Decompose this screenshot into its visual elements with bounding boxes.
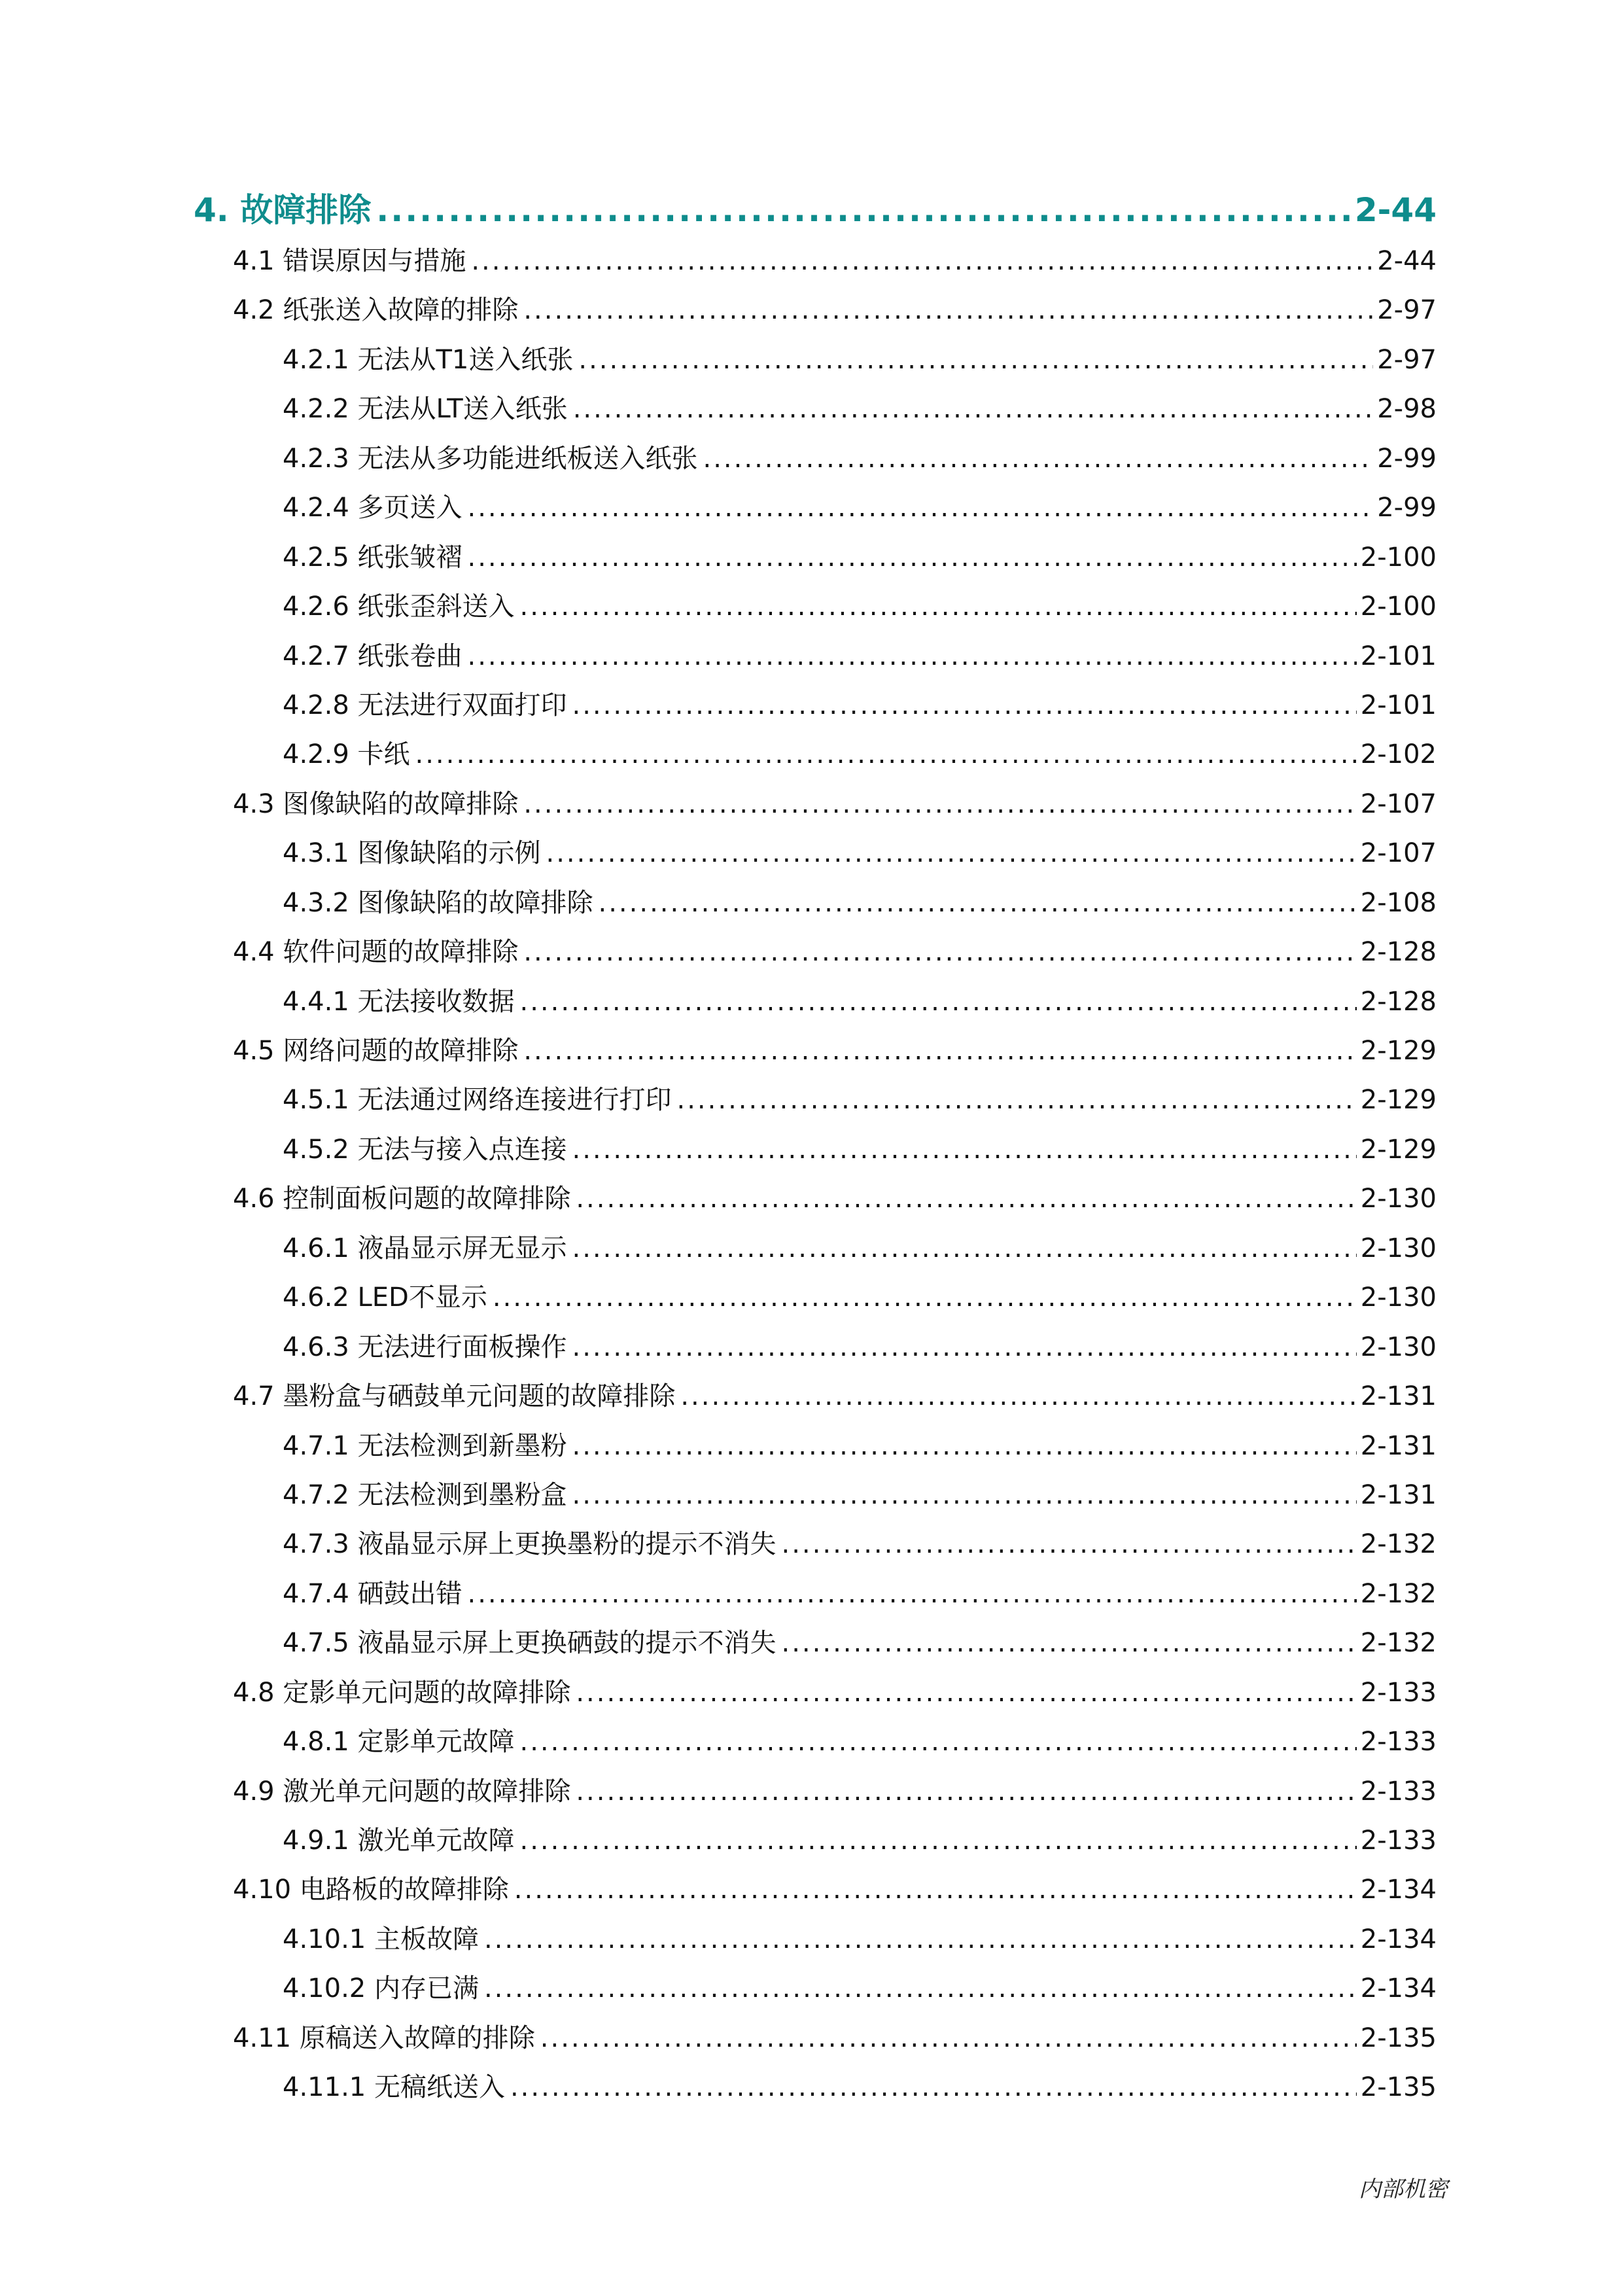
toc-entry[interactable] [194, 879, 1437, 928]
toc-entry[interactable] [194, 1718, 1437, 1767]
toc-entry-title: 4.11.1 无稿纸送入 [283, 2072, 505, 2103]
toc-entry-title: 4.2.4 多页送入 [283, 493, 462, 523]
toc-entry-title: 4.5.1 无法通过网络连接进行打印 [283, 1085, 672, 1116]
toc-leader-dots [572, 1125, 1357, 1174]
toc-leader-dots [540, 2014, 1357, 2063]
toc-entry[interactable] [194, 1520, 1437, 1569]
toc-leader-dots [782, 1520, 1357, 1569]
toc-entry-page: 2-134 [1360, 1973, 1437, 2004]
toc-entry[interactable] [194, 829, 1437, 878]
toc-entry-title: 4.2.5 纸张皱褶 [283, 542, 462, 573]
toc-entry[interactable] [194, 336, 1437, 385]
toc-leader-dots [468, 1570, 1357, 1619]
toc-entry[interactable] [194, 582, 1437, 631]
toc-leader-dots [578, 336, 1373, 385]
toc-leader-dots [576, 1174, 1356, 1224]
toc-entry-page: 2-99 [1377, 443, 1437, 474]
toc-entry-page: 2-133 [1360, 1826, 1437, 1856]
toc-leader-dots [523, 780, 1356, 829]
toc-entry-page: 2-100 [1360, 592, 1437, 622]
toc-leader-dots [599, 879, 1357, 928]
toc-leader-dots [484, 1915, 1357, 1964]
toc-entry-title: 4.2.8 无法进行双面打印 [283, 690, 567, 720]
toc-entry-title: 4.3.1 图像缺陷的示例 [283, 838, 541, 869]
toc-entry[interactable] [194, 1125, 1437, 1174]
toc-chapter-page: 2-44 [1354, 191, 1437, 229]
toc-leader-dots [576, 1767, 1356, 1816]
toc-entry-page: 2-97 [1377, 344, 1437, 375]
toc-leader-dots [520, 1718, 1357, 1767]
toc-entry[interactable] [194, 1865, 1437, 1915]
toc-entry[interactable] [194, 1076, 1437, 1125]
toc-leader-dots [468, 533, 1357, 582]
toc-entry-title: 4.7 墨粉盒与硒鼓单元问题的故障排除 [233, 1381, 676, 1412]
toc-entry[interactable] [194, 484, 1437, 533]
toc-entry-page: 2-100 [1360, 542, 1437, 573]
toc-entry-page: 2-129 [1360, 1036, 1437, 1066]
toc-entry-title: 4.2.7 纸张卷曲 [283, 641, 462, 671]
toc-leader-dots [468, 484, 1374, 533]
toc-entry-title: 4.3.2 图像缺陷的故障排除 [283, 887, 593, 918]
toc-leader-dots [484, 1964, 1357, 2013]
toc-entry-page: 2-132 [1360, 1529, 1437, 1560]
toc-entry[interactable] [194, 1422, 1437, 1471]
toc-entry-page: 2-131 [1360, 1430, 1437, 1461]
toc-entry-title: 4.8 定影单元问题的故障排除 [233, 1677, 571, 1708]
toc-leader-dots [523, 928, 1356, 977]
table-of-contents [194, 183, 1437, 2113]
toc-entry-page: 2-101 [1360, 641, 1437, 671]
toc-entry[interactable] [194, 1471, 1437, 1520]
toc-leader-dots [520, 1816, 1357, 1865]
toc-entry-page: 2-128 [1360, 937, 1437, 968]
toc-entry[interactable] [194, 1915, 1437, 1964]
toc-entry-title: 4.11 原稿送入故障的排除 [233, 2022, 535, 2053]
toc-entry-page: 2-131 [1360, 1381, 1437, 1412]
toc-leader-dots [573, 385, 1374, 434]
toc-entry-page: 2-102 [1360, 739, 1437, 770]
toc-entry-title: 4.7.2 无法检测到墨粉盒 [283, 1479, 567, 1510]
toc-entry-title: 4.2.6 纸张歪斜送入 [283, 592, 515, 622]
toc-entry-title: 4.7.5 液晶显示屏上更换硒鼓的提示不消失 [283, 1628, 777, 1659]
toc-entry-page: 2-130 [1360, 1282, 1437, 1313]
toc-chapter-title: 4. 故障排除 [194, 191, 372, 229]
toc-leader-dots [677, 1076, 1357, 1125]
toc-entry-title: 4.5 网络问题的故障排除 [233, 1036, 519, 1066]
toc-leader-dots [572, 1323, 1357, 1372]
toc-entry[interactable] [194, 730, 1437, 779]
toc-entry-page: 2-134 [1360, 1875, 1437, 1905]
toc-leader-dots [510, 2063, 1357, 2112]
toc-entry[interactable] [194, 286, 1437, 335]
toc-entry-page: 2-132 [1360, 1628, 1437, 1659]
toc-entry[interactable] [194, 1273, 1437, 1322]
toc-entry[interactable] [194, 1027, 1437, 1076]
toc-entry[interactable] [194, 2014, 1437, 2063]
confidential-footer: 内部机密 [1359, 2176, 1448, 2202]
toc-entry-page: 2-134 [1360, 1924, 1437, 1954]
toc-entry[interactable] [194, 434, 1437, 484]
toc-entry[interactable] [194, 1174, 1437, 1224]
toc-entry[interactable] [194, 780, 1437, 829]
toc-entry[interactable] [194, 533, 1437, 582]
toc-entry-title: 4.2.3 无法从多功能进纸板送入纸张 [283, 443, 698, 474]
toc-leader-dots [493, 1273, 1357, 1322]
toc-leader-dots [468, 632, 1357, 681]
toc-entry-page: 2-129 [1360, 1085, 1437, 1116]
toc-entry-page: 2-135 [1360, 2072, 1437, 2103]
toc-entry[interactable] [194, 1669, 1437, 1718]
toc-entry-title: 4.10 电路板的故障排除 [233, 1875, 509, 1905]
toc-entry[interactable] [194, 1619, 1437, 1668]
toc-leader-dots [523, 1027, 1356, 1076]
toc-entry[interactable] [194, 1224, 1437, 1273]
toc-entry-page: 2-132 [1360, 1578, 1437, 1609]
toc-entry-title: 4.6.2 LED不显示 [283, 1282, 487, 1313]
toc-entry[interactable] [194, 681, 1437, 730]
toc-chapter-entry[interactable] [194, 183, 1437, 237]
toc-entry[interactable] [194, 1964, 1437, 2013]
toc-entry-title: 4.8.1 定影单元故障 [283, 1727, 515, 1757]
toc-entry-page: 2-133 [1360, 1776, 1437, 1807]
toc-entry-title: 4.7.4 硒鼓出错 [283, 1578, 462, 1609]
toc-entry-page: 2-107 [1360, 788, 1437, 819]
toc-entry-page: 2-129 [1360, 1134, 1437, 1165]
toc-leader-dots [572, 1422, 1357, 1471]
toc-leader-dots [572, 681, 1357, 730]
toc-leader-dots [703, 434, 1374, 484]
toc-entry[interactable] [194, 1767, 1437, 1816]
toc-entry[interactable] [194, 632, 1437, 681]
toc-entry-title: 4.9 激光单元问题的故障排除 [233, 1776, 571, 1807]
toc-entry-title: 4.1 错误原因与措施 [233, 246, 466, 276]
toc-leader-dots [572, 1224, 1357, 1273]
toc-entry-page: 2-44 [1377, 246, 1437, 276]
toc-entry-page: 2-133 [1360, 1727, 1437, 1757]
toc-leader-dots [680, 1372, 1356, 1421]
toc-leader-dots [514, 1865, 1357, 1915]
toc-leader-dots [782, 1619, 1357, 1668]
toc-entry-title: 4.2.2 无法从LT送入纸张 [283, 394, 568, 425]
toc-entry-page: 2-108 [1360, 887, 1437, 918]
toc-leader-dots [471, 237, 1373, 286]
toc-entry-title: 4.2 纸张送入故障的排除 [233, 295, 519, 326]
toc-entry-title: 4.10.1 主板故障 [283, 1924, 479, 1954]
toc-entry[interactable] [194, 385, 1437, 434]
toc-entry-title: 4.5.2 无法与接入点连接 [283, 1134, 567, 1165]
toc-entry[interactable] [194, 2063, 1437, 2112]
toc-entry[interactable] [194, 1323, 1437, 1372]
toc-leader-dots [546, 829, 1357, 878]
toc-leader-dots [523, 286, 1373, 335]
toc-leader-dots [520, 582, 1357, 631]
toc-entry-title: 4.3 图像缺陷的故障排除 [233, 788, 519, 819]
toc-entry-page: 2-130 [1360, 1184, 1437, 1214]
toc-entry-page: 2-131 [1360, 1479, 1437, 1510]
toc-entry[interactable] [194, 1372, 1437, 1421]
toc-entry-title: 4.2.1 无法从T1送入纸张 [283, 344, 574, 375]
toc-entry-title: 4.7.3 液晶显示屏上更换墨粉的提示不消失 [283, 1529, 777, 1560]
toc-entry-title: 4.6.3 无法进行面板操作 [283, 1332, 567, 1362]
toc-entry-page: 2-99 [1377, 493, 1437, 523]
toc-entry-title: 4.6.1 液晶显示屏无显示 [283, 1233, 567, 1263]
toc-leader-dots [520, 978, 1357, 1027]
toc-entry-page: 2-135 [1360, 2022, 1437, 2053]
toc-entry[interactable] [194, 928, 1437, 977]
toc-entry-page: 2-97 [1377, 295, 1437, 326]
toc-entry[interactable] [194, 1570, 1437, 1619]
toc-entry-title: 4.9.1 激光单元故障 [283, 1826, 515, 1856]
toc-entry-title: 4.4.1 无法接收数据 [283, 986, 515, 1017]
toc-entry-page: 2-128 [1360, 986, 1437, 1017]
toc-entry-page: 2-107 [1360, 838, 1437, 869]
toc-entry-title: 4.6 控制面板问题的故障排除 [233, 1184, 571, 1214]
toc-entry-page: 2-133 [1360, 1677, 1437, 1708]
toc-entry-title: 4.2.9 卡纸 [283, 739, 410, 770]
toc-entry[interactable] [194, 237, 1437, 286]
toc-leader-dots [376, 183, 1351, 237]
toc-entry-title: 4.10.2 内存已满 [283, 1973, 479, 2004]
toc-leader-dots [572, 1471, 1357, 1520]
toc-entry-page: 2-130 [1360, 1332, 1437, 1362]
toc-leader-dots [576, 1669, 1356, 1718]
toc-entry-title: 4.7.1 无法检测到新墨粉 [283, 1430, 567, 1461]
toc-entry[interactable] [194, 978, 1437, 1027]
toc-entry-page: 2-98 [1377, 394, 1437, 425]
toc-entry-page: 2-130 [1360, 1233, 1437, 1263]
toc-leader-dots [415, 730, 1357, 779]
toc-entry-page: 2-101 [1360, 690, 1437, 720]
toc-entry[interactable] [194, 1816, 1437, 1865]
toc-section-list [194, 237, 1437, 2113]
toc-entry-title: 4.4 软件问题的故障排除 [233, 937, 519, 968]
